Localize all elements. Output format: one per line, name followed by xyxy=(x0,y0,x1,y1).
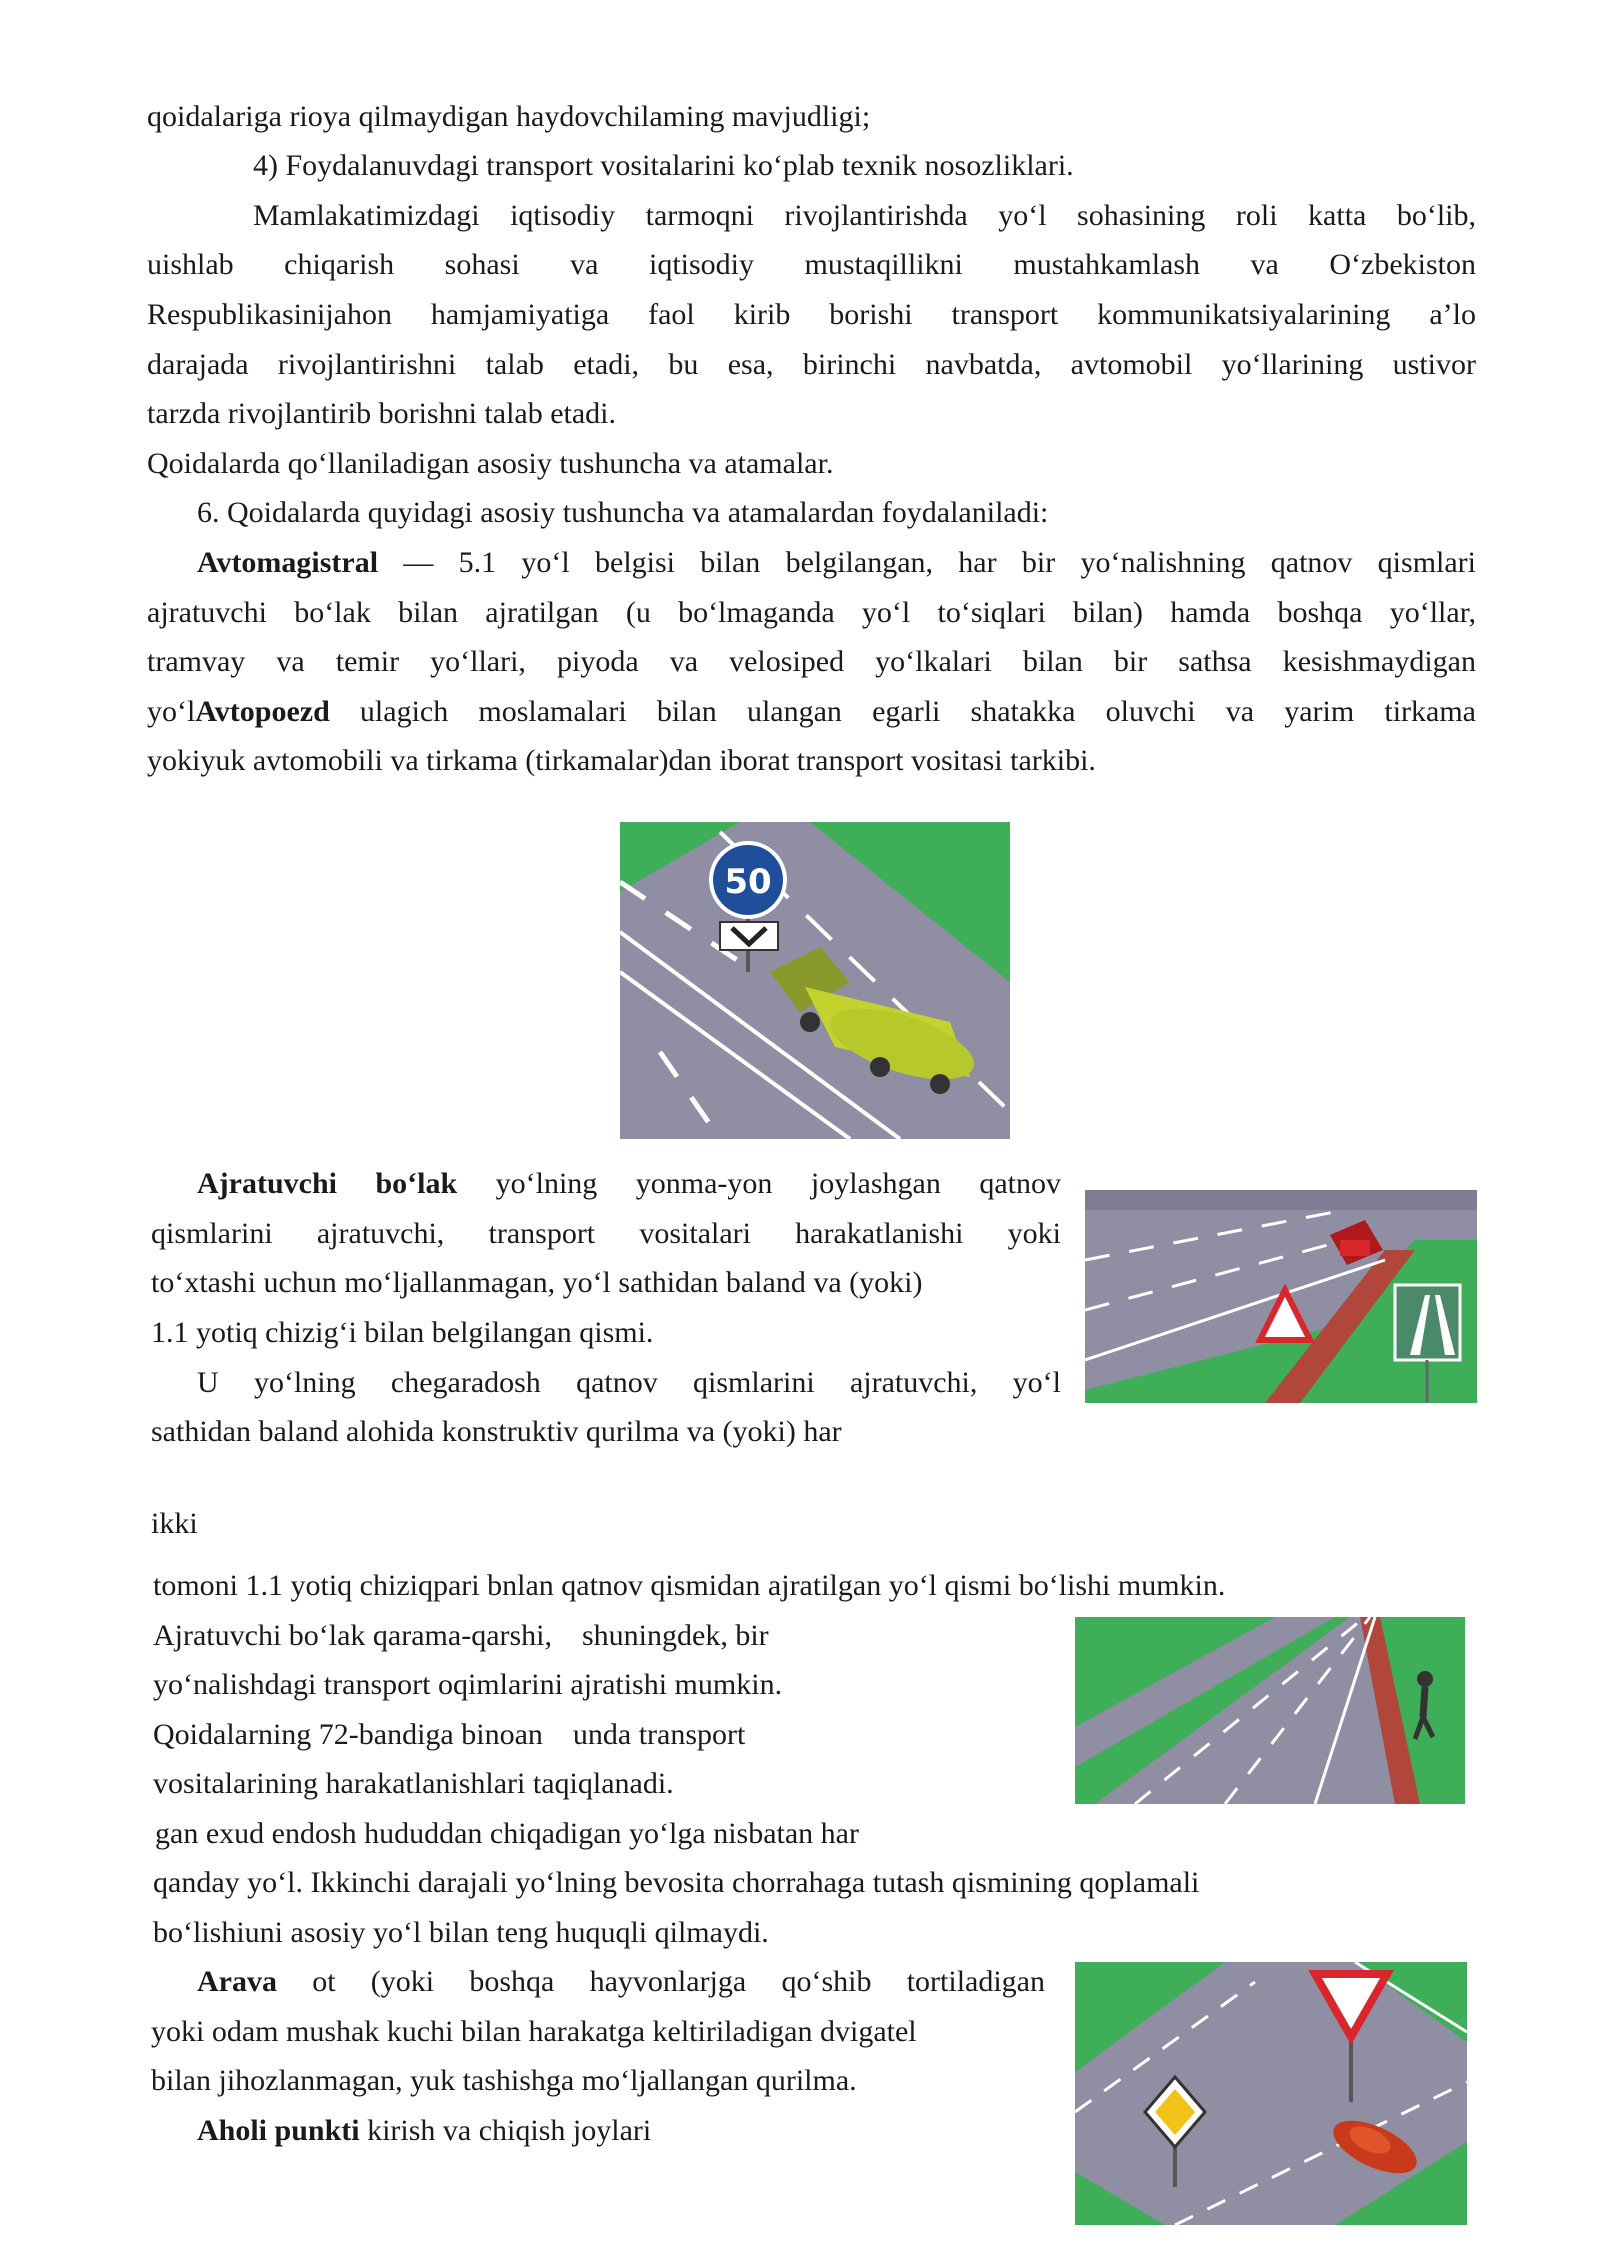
text-line: yoki odam mushak kuchi bilan harakatga keltiriladigan dvigatel xyxy=(151,2015,917,2048)
term-aholi-punkti: Aholi punkti xyxy=(197,2114,360,2147)
text-line: qismlarini ajratuvchi, transport vositalari harakatlanishi yoki xyxy=(151,1217,1061,1250)
text-line: vositalarining harakatlanishlari taqiqlanadi. xyxy=(153,1767,674,1800)
text-line: uishlab chiqarish sohasi va iqtisodiy mustaqillikni mustahkamlash va O‘zbekiston xyxy=(147,248,1476,281)
text-line: 4) Foydalanuvdagi transport vositalarini ko‘plab texnik nosozliklari. xyxy=(253,149,1074,182)
text-line: Ajratuvchi bo‘lak qarama-qarshi, shuningdek, bir xyxy=(153,1619,769,1652)
pedestrian-icon xyxy=(1417,1671,1433,1687)
motorway-illustration xyxy=(620,822,1010,1139)
text-line: ajratuvchi bo‘lak bilan ajratilgan (u bo‘lmaganda yo‘l to‘siqlari bilan) hamda boshqa yo‘llar, xyxy=(147,596,1476,629)
text-line: gan exud endosh hududdan chiqadigan yo‘lga nisbatan har xyxy=(155,1817,859,1850)
definition-line xyxy=(197,1165,1061,1203)
definition-line xyxy=(197,2112,651,2150)
text-line: to‘xtashi uchun mo‘ljallanmagan, yo‘l sathidan baland va (yoki) xyxy=(151,1266,923,1299)
definition-text: ot (yoki boshqa hayvonlarjga qo‘shib tortiladigan xyxy=(276,1965,1045,1998)
text-line: ikki xyxy=(151,1507,198,1540)
definition-text: — 5.1 yo‘l belgisi bilan belgilangan, har bir yo‘nalishning qatnov qismlari xyxy=(378,546,1476,579)
text-line: tramvay va temir yo‘llari, piyoda va velosiped yo‘lkalari bilan bir sathsa kesishmaydigan xyxy=(147,645,1476,678)
term-avtopoezd: Avtopoezd xyxy=(195,695,330,728)
text-line: Qoidalarning 72-bandiga binoan unda transport xyxy=(153,1718,746,1751)
text-line: yokiyuk avtomobili va tirkama (tirkamalar)dan iborat transport vositasi tarkibi. xyxy=(147,744,1096,777)
text-line: tomoni 1.1 yotiq chiziqpari bnlan qatnov qismidan ajratilgan yo‘l qismi bo‘lishi mumkin. xyxy=(153,1569,1226,1602)
dividing-strip-illustration xyxy=(1085,1190,1477,1403)
term-ajratuvchi-bolak: Ajratuvchi bo‘lak xyxy=(197,1167,458,1200)
text-line: Respublikasinijahon hamjamiyatiga faol kirib borishi transport kommunikatsiyalarining a’lo xyxy=(147,298,1476,331)
text-line: bilan jihozlanmagan, yuk tashishga mo‘ljallangan qurilma. xyxy=(151,2064,857,2097)
definition-text: kirish va chiqish joylari xyxy=(359,2114,652,2147)
text-line: darajada rivojlantirishni talab etadi, bu esa, birinchi navbatda, avtomobil yo‘llarining ustivor xyxy=(147,348,1476,381)
section-heading: Qoidalarda qo‘llaniladigan asosiy tushuncha va atamalar. xyxy=(147,447,834,480)
text-line: bo‘lishiuni asosiy yo‘l bilan teng huquqli qilmaydi. xyxy=(153,1916,769,1949)
term-arava: Arava xyxy=(197,1965,277,1998)
text-line: tarzda rivojlantirib borishni talab etadi. xyxy=(147,397,617,430)
intersection-illustration xyxy=(1075,1962,1467,2225)
definition-line xyxy=(197,1963,1045,2001)
list-item: 6. Qoidalarda quyidagi asosiy tushuncha va atamalardan foydalaniladi: xyxy=(197,496,1049,529)
text-line: yo‘nalishdagi transport oqimlarini ajratishi mumkin. xyxy=(153,1668,783,1701)
road-pedestrian-illustration xyxy=(1075,1617,1465,1804)
text-line: qoidalariga rioya qilmaydigan haydovchilaming mavjudligi; xyxy=(147,100,871,133)
speed-sign-value: 50 xyxy=(724,862,772,902)
text-line: qanday yo‘l. Ikkinchi darajali yo‘lning bevosita chorrahaga tutash qismining qoplamali xyxy=(153,1866,1200,1899)
text-line: Mamlakatimizdagi iqtisodiy tarmoqni rivojlantirishda yo‘l sohasining roli katta bo‘lib, xyxy=(253,199,1476,232)
definition-line xyxy=(197,544,1476,582)
text-fragment: yo‘l xyxy=(147,695,196,728)
text-line: U yo‘lning chegaradosh qatnov qismlarini ajratuvchi, yo‘l xyxy=(197,1366,1061,1399)
definition-line xyxy=(147,693,1476,731)
text-line: sathidan baland alohida konstruktiv qurilma va (yoki) har xyxy=(151,1415,842,1448)
definition-text: ulagich moslamalari bilan ulangan egarli shatakka oluvchi va yarim tirkama xyxy=(329,695,1476,728)
text-line: 1.1 yotiq chizig‘i bilan belgilangan qismi. xyxy=(151,1316,654,1349)
definition-text: yo‘lning yonma-yon joylashgan qatnov xyxy=(457,1167,1061,1200)
term-avtomagistral: Avtomagistral xyxy=(197,546,379,579)
